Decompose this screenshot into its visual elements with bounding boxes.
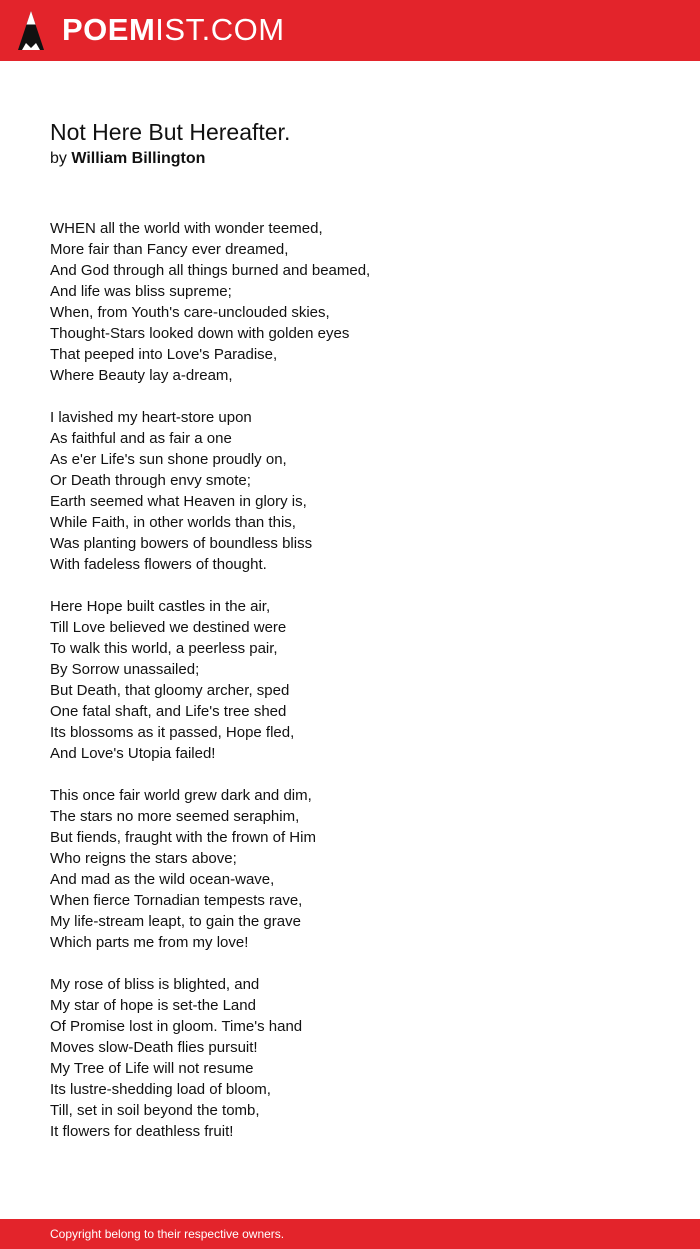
site-footer — [0, 1219, 700, 1249]
poem-line: But Death, that gloomy archer, sped — [50, 682, 290, 699]
poem-line: Who reigns the stars above; — [50, 850, 237, 867]
poem-line: And God through all things burned and beamed, — [50, 262, 371, 279]
poem-line: One fatal shaft, and Life's tree shed — [50, 703, 287, 720]
poem-line: Earth seemed what Heaven in glory is, — [50, 493, 307, 510]
poem-line: My Tree of Life will not resume — [50, 1060, 254, 1077]
poem-line: When, from Youth's care-unclouded skies, — [50, 304, 330, 321]
logo-light-text: IST.COM — [155, 12, 285, 47]
poem-line: Was planting bowers of boundless bliss — [50, 535, 313, 552]
poem-line: Where Beauty lay a-dream, — [50, 367, 233, 384]
poem-line: Here Hope built castles in the air, — [50, 598, 271, 615]
pencil-tip-icon[interactable] — [17, 10, 45, 52]
stanza — [50, 218, 650, 386]
stanza — [50, 785, 650, 953]
poem-line: Which parts me from my love! — [50, 934, 249, 951]
poem-line: Moves slow-Death flies pursuit! — [50, 1039, 258, 1056]
poem-line: To walk this world, a peerless pair, — [50, 640, 278, 657]
poem-line: My life-stream leapt, to gain the grave — [50, 913, 301, 930]
poem-byline — [50, 149, 205, 169]
logo-bold-text: POEM — [62, 12, 156, 47]
poem-line: But fiends, fraught with the frown of Him — [50, 829, 316, 846]
poem-line: And Love's Utopia failed! — [50, 745, 216, 762]
poem-line: Till Love believed we destined were — [50, 619, 287, 636]
site-logo[interactable] — [62, 12, 285, 48]
poem-line: Its blossoms as it passed, Hope fled, — [50, 724, 295, 741]
copyright-notice: Copyright belong to their respective owners. — [50, 1227, 285, 1241]
poem-line: My star of hope is set-the Land — [50, 997, 256, 1014]
stanza — [50, 974, 650, 1142]
stanza — [50, 596, 650, 764]
author-name[interactable]: William Billington — [71, 150, 206, 167]
poem-line: This once fair world grew dark and dim, — [50, 787, 312, 804]
poem-line: The stars no more seemed seraphim, — [50, 808, 300, 825]
poem-line: That peeped into Love's Paradise, — [50, 346, 278, 363]
poem-line: As faithful and as fair a one — [50, 430, 232, 447]
site-header — [0, 0, 700, 61]
poem-line: My rose of bliss is blighted, and — [50, 976, 260, 993]
poem-line: It flowers for deathless fruit! — [50, 1123, 234, 1140]
stanza — [50, 407, 650, 575]
poem-line: Or Death through envy smote; — [50, 472, 251, 489]
poem-line: Thought-Stars looked down with golden eyes — [50, 325, 350, 342]
poem-line: As e'er Life's sun shone proudly on, — [50, 451, 287, 468]
poem-title: Not Here But Hereafter. — [50, 119, 291, 145]
poem-line: Till, set in soil beyond the tomb, — [50, 1102, 260, 1119]
poem-line: I lavished my heart-store upon — [50, 409, 252, 426]
poem-line: And life was bliss supreme; — [50, 283, 232, 300]
poem-line: More fair than Fancy ever dreamed, — [50, 241, 289, 258]
poem-line: Of Promise lost in gloom. Time's hand — [50, 1018, 303, 1035]
poem-line: While Faith, in other worlds than this, — [50, 514, 296, 531]
poem-line: Its lustre-shedding load of bloom, — [50, 1081, 271, 1098]
poem-line: And mad as the wild ocean-wave, — [50, 871, 275, 888]
poem-body — [50, 218, 650, 1163]
poem-line: When fierce Tornadian tempests rave, — [50, 892, 303, 909]
by-label: by — [50, 150, 67, 167]
poem-line: With fadeless flowers of thought. — [50, 556, 267, 573]
poem-line: WHEN all the world with wonder teemed, — [50, 220, 323, 237]
poem-line: By Sorrow unassailed; — [50, 661, 200, 678]
